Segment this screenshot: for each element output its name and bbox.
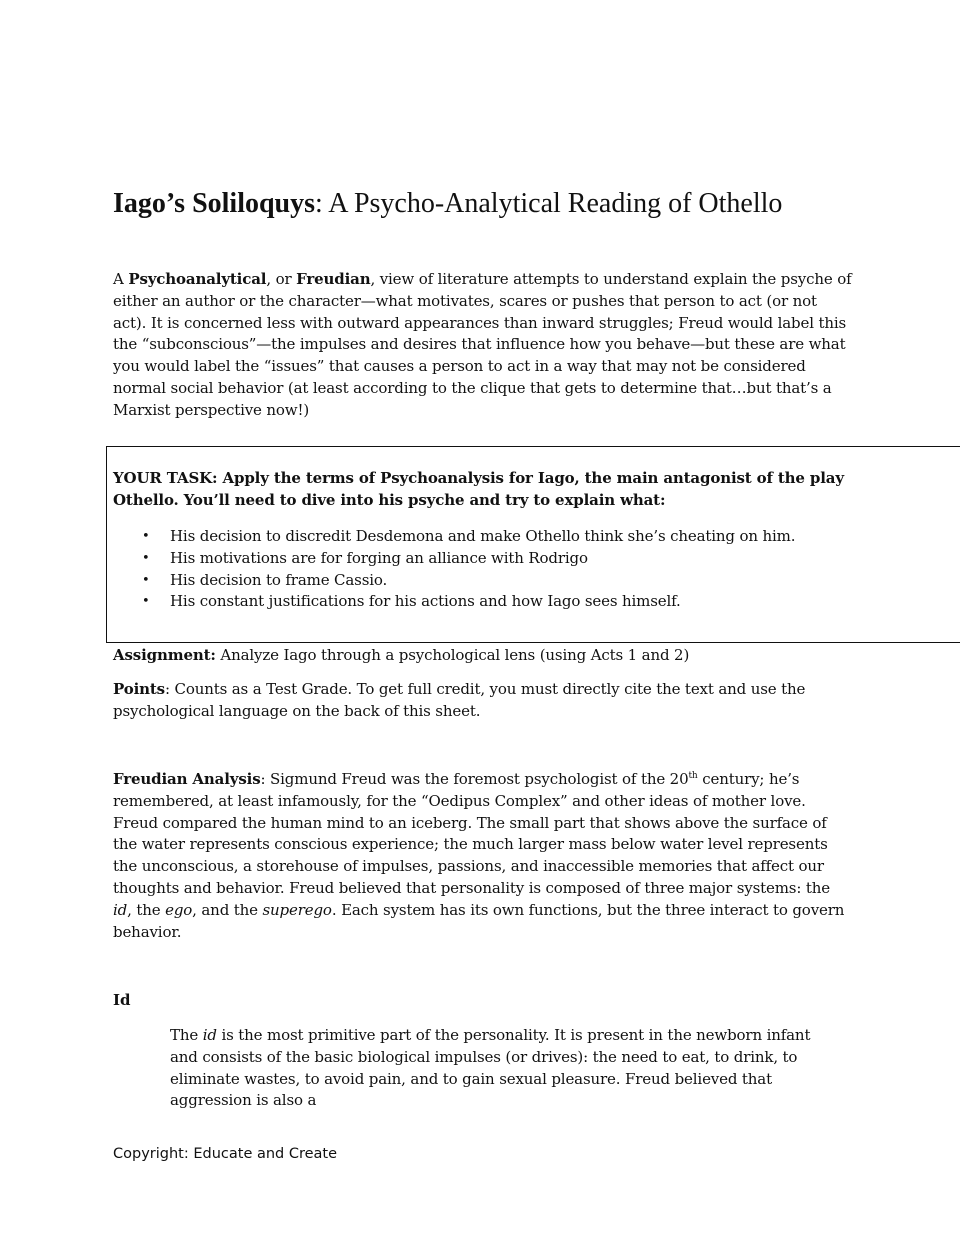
- assignment-label: Assignment:: [113, 646, 216, 664]
- task-item: [140, 526, 860, 548]
- id-text-a: The: [170, 1026, 203, 1044]
- freudian-text-b: century; he’s remembered, at least infamously, for the “Oedipus Complex” and other ideas of mother love. Freud compared the human mind to an iceberg. The small part that shows above the surface of the water represents conscious experience; the much larger mass below water level represents the unconscious, a storehouse of impulses, passions, and inaccessible memories that affect our thoughts and behavior. Freud believed that personality is composed of three major systems: the: [113, 770, 830, 897]
- freudian-text-c: , the: [127, 900, 166, 919]
- bullet-icon: •: [142, 529, 150, 544]
- intro-term-psychoanalytical: Psychoanalytical: [128, 270, 267, 288]
- ordinal-suffix: th: [688, 771, 698, 781]
- task-item-text: His constant justifications for his actions and how Iago sees himself.: [170, 592, 681, 611]
- assignment-text: Analyze Iago through a psychological lens (using Acts 1 and 2): [215, 646, 690, 664]
- title-rest: : A Psycho-Analytical Reading of Othello: [315, 188, 783, 219]
- intro-text-b: , or: [266, 270, 297, 288]
- id-paragraph: [170, 1025, 840, 1112]
- bullet-icon: •: [142, 594, 150, 610]
- assignment-paragraph: [113, 645, 853, 667]
- intro-text-c: , view of literature attempts to understand explain the psyche of either an author or the character—what motivates, scares or pushes that person to act (or not act). It is concerned less with outward appearances than inward struggles; Freud would label this the “subconscious”—the impulses and desires that influence how you behave—but these are what you would label the “issues” that causes a person to act in a way that may not be considered normal social behavior (at least according to the clique that gets to determine that…but that’s a Marxist perspective now!): [113, 270, 852, 419]
- freudian-label: Freudian Analysis: [113, 770, 261, 788]
- task-item: [140, 591, 860, 613]
- points-paragraph: [113, 679, 853, 723]
- page-title: [113, 186, 913, 222]
- task-heading: YOUR TASK: Apply the terms of Psychoanalysis for Iago, the main antagonist of the play Othello. You’ll need to dive into his psyche and try to explain what:: [113, 469, 844, 509]
- task-item-text: His motivations are for forging an alliance with Rodrigo: [170, 548, 588, 567]
- task-item: [140, 570, 860, 592]
- title-bold: Iago’s Soliloquys: [113, 188, 316, 219]
- term-id: id: [113, 900, 128, 919]
- task-item: [140, 548, 860, 570]
- bullet-icon: •: [142, 572, 150, 588]
- task-item-text: His decision to frame Cassio.: [170, 570, 388, 589]
- points-text: : Counts as a Test Grade. To get full credit, you must directly cite the text and use the psychological language on the back of this sheet.: [113, 680, 806, 720]
- freudian-text-e: . Each system has its own functions, but the three interact to govern behavior.: [113, 900, 845, 941]
- task-list: [140, 526, 860, 613]
- term-superego: superego: [262, 900, 332, 919]
- bullet-icon: •: [142, 550, 150, 566]
- intro-term-freudian: Freudian: [296, 270, 371, 288]
- term-ego: ego: [165, 900, 193, 919]
- intro-paragraph: [113, 269, 853, 422]
- freudian-paragraph: [113, 769, 853, 943]
- copyright-footer: Copyright: Educate and Create: [113, 1146, 338, 1162]
- freudian-text-d: , and the: [192, 900, 263, 919]
- intro-text-a: A: [113, 270, 129, 288]
- id-text-b: is the most primitive part of the personality. It is present in the newborn infant and consists of the basic biological impulses (or drives): the need to eat, to drink, to eliminate wastes, to avoid pain, and to gain sexual pleasure. Freud believed that aggression is also a: [170, 1026, 811, 1110]
- task-item-text: His decision to discredit Desdemona and make Othello think she’s cheating on him.: [170, 527, 796, 545]
- freudian-text-a: : Sigmund Freud was the foremost psychologist of the 20: [260, 770, 689, 788]
- id-term: id: [202, 1026, 217, 1044]
- points-label: Points: [113, 680, 165, 698]
- id-heading: Id: [113, 991, 131, 1009]
